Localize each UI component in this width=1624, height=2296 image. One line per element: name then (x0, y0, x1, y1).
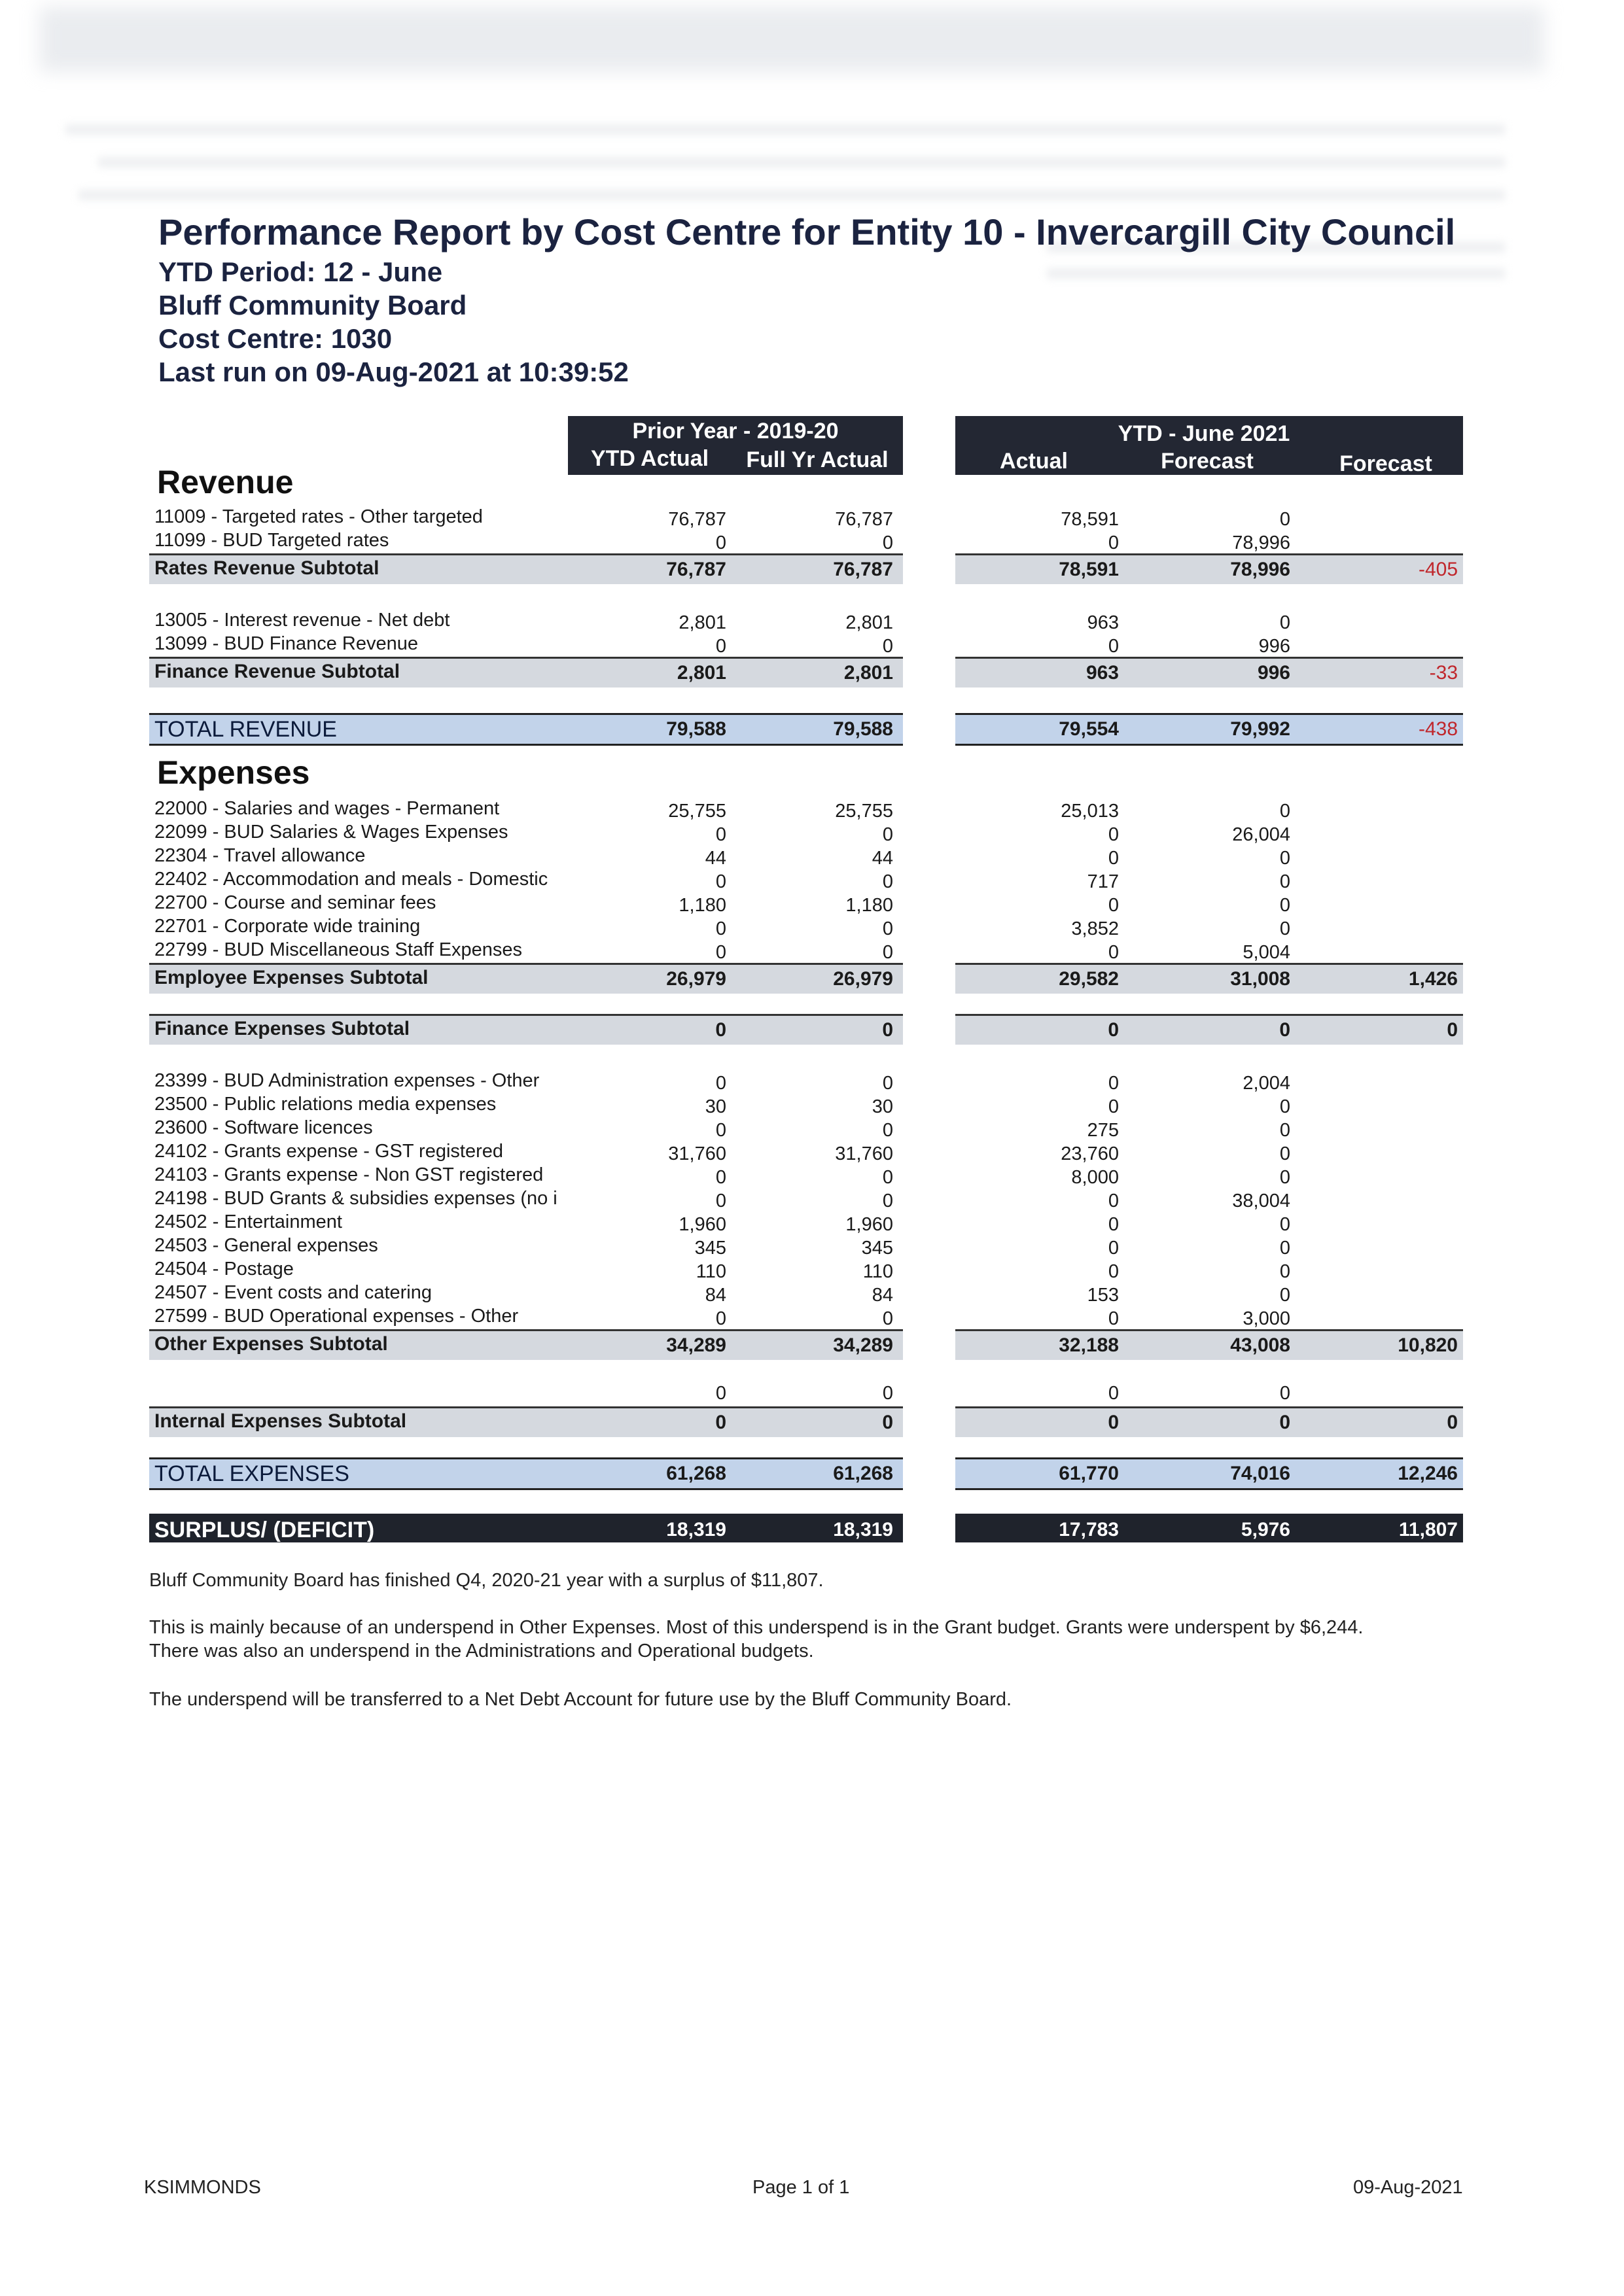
variance-value: 10,820 (1398, 1334, 1458, 1356)
full-value: 79,588 (833, 718, 893, 740)
ytd-value: 110 (696, 1261, 726, 1282)
table-row (0, 1282, 1624, 1306)
full-value: 1,960 (845, 1214, 893, 1235)
full-value: 76,787 (835, 509, 893, 530)
full-value: 44 (872, 848, 893, 869)
forecast-value: 0 (1279, 1383, 1290, 1404)
table-row (0, 916, 1624, 939)
actual-value: 0 (1108, 1096, 1119, 1117)
forecast-value: 0 (1279, 1120, 1290, 1141)
full-value: 31,760 (835, 1143, 893, 1164)
forecast-value: 5,004 (1243, 942, 1290, 963)
ytd-value: 34,289 (666, 1334, 726, 1356)
variance-value: 12,246 (1398, 1463, 1458, 1484)
subtotal-row (0, 1329, 1624, 1358)
variance-forecast-header: Forecast (1339, 451, 1432, 476)
ytd-value: 0 (715, 918, 726, 939)
variance-value: -33 (1429, 662, 1458, 684)
actual-value: 0 (1108, 848, 1119, 869)
scan-smudge-top (39, 7, 1544, 72)
ytd-value: 0 (715, 942, 726, 963)
full-value: 30 (872, 1096, 893, 1117)
actual-value: 0 (1108, 1308, 1119, 1329)
note-transfer: The underspend will be transferred to a Net Debt Account for future use by the Bluff Community Board. (149, 1689, 1012, 1710)
full-value: 0 (882, 871, 893, 892)
forecast-value: 0 (1279, 1096, 1290, 1117)
full-value: 345 (861, 1238, 893, 1259)
full-value: 0 (882, 918, 893, 939)
ytd-value: 2,801 (677, 662, 726, 684)
table-row (0, 633, 1624, 657)
variance-value: 1,426 (1408, 968, 1458, 990)
full-value: 2,801 (845, 612, 893, 633)
forecast-value: 0 (1279, 1214, 1290, 1235)
full-value: 0 (882, 1120, 893, 1141)
footer-user: KSIMMONDS (144, 2177, 261, 2198)
current-year-title: YTD - June 2021 (1118, 421, 1290, 446)
scan-faint-line (1047, 268, 1505, 279)
line-label: 23500 - Public relations media expenses (154, 1094, 497, 1115)
full-value: 0 (882, 1073, 893, 1094)
table-row (0, 1235, 1624, 1259)
line-label: 13005 - Interest revenue - Net debt (154, 610, 450, 631)
report-cost-centre: Cost Centre: 1030 (158, 323, 393, 354)
prior-year-title: Prior Year - 2019-20 (632, 419, 839, 444)
full-value: 61,268 (833, 1463, 893, 1484)
variance-value: 0 (1447, 1412, 1458, 1433)
table-row (0, 1188, 1624, 1211)
forecast-value: 0 (1279, 1143, 1290, 1164)
ytd-value: 0 (715, 824, 726, 845)
ytd-value: 76,787 (666, 559, 726, 580)
full-value: 0 (882, 1412, 893, 1433)
table-row (0, 822, 1624, 845)
full-value: 84 (872, 1285, 893, 1306)
table-row (0, 798, 1624, 822)
forecast-value: 0 (1279, 1019, 1290, 1041)
ytd-value: 0 (715, 1167, 726, 1188)
ytd-value: 79,588 (666, 718, 726, 740)
actual-value: 78,591 (1061, 509, 1119, 530)
actual-value: 25,013 (1061, 801, 1119, 822)
actual-value: 0 (1108, 942, 1119, 963)
forecast-value: 78,996 (1230, 559, 1290, 580)
actual-value: 61,770 (1059, 1463, 1119, 1484)
total-label: TOTAL REVENUE (154, 717, 337, 742)
note-underspend: This is mainly because of an underspend in Other Expenses. Most of this underspend is in the Grant budget. Grants were underspent by $6,244. (149, 1617, 1364, 1638)
ytd-value: 0 (715, 1412, 726, 1433)
table-row (0, 939, 1624, 963)
subtotal-label: Finance Expenses Subtotal (154, 1018, 410, 1039)
forecast-value: 0 (1279, 895, 1290, 916)
actual-value: 0 (1108, 1214, 1119, 1235)
table-row (0, 845, 1624, 869)
line-label: 27599 - BUD Operational expenses - Other (154, 1306, 519, 1327)
revenue-heading: Revenue (157, 464, 294, 500)
expenses-heading: Expenses (157, 754, 310, 791)
actual-value: 0 (1108, 1412, 1119, 1433)
actual-value: 963 (1086, 662, 1119, 684)
line-label: 22099 - BUD Salaries & Wages Expenses (154, 822, 508, 843)
ytd-value: 26,979 (666, 968, 726, 990)
table-row (0, 1259, 1624, 1282)
forecast-value: 0 (1279, 1167, 1290, 1188)
surplus-row (0, 1514, 1624, 1542)
ytd-value: 18,319 (666, 1519, 726, 1540)
note-surplus: Bluff Community Board has finished Q4, 2020-21 year with a surplus of $11,807. (149, 1570, 824, 1591)
full-value: 0 (882, 824, 893, 845)
actual-value: 717 (1087, 871, 1119, 892)
actual-value: 17,783 (1059, 1519, 1119, 1540)
actual-value: 3,852 (1071, 918, 1119, 939)
forecast-value: 0 (1279, 1412, 1290, 1433)
actual-value: 29,582 (1059, 968, 1119, 990)
line-label: 24507 - Event costs and catering (154, 1282, 432, 1303)
ytd-value: 61,268 (666, 1463, 726, 1484)
line-label: 22000 - Salaries and wages - Permanent (154, 798, 500, 819)
variance-value: 11,807 (1398, 1519, 1458, 1540)
full-value: 110 (862, 1261, 893, 1282)
prior-year-header (568, 416, 903, 475)
variance-value: -405 (1418, 559, 1458, 580)
subtotal-row (0, 657, 1624, 686)
subtotal-row (0, 1014, 1624, 1043)
full-value: 34,289 (833, 1334, 893, 1356)
variance-value: 0 (1447, 1019, 1458, 1041)
scan-faint-line (98, 157, 1505, 167)
actual-value: 153 (1087, 1285, 1119, 1306)
total-expenses-row (0, 1457, 1624, 1486)
ytd-value: 0 (715, 1383, 726, 1404)
actual-value: 78,591 (1059, 559, 1119, 580)
actual-value: 0 (1108, 895, 1119, 916)
ytd-value: 1,960 (679, 1214, 726, 1235)
report-title: Performance Report by Cost Centre for Entity 10 - Invercargill City Council (158, 211, 1456, 252)
forecast-value: 0 (1279, 848, 1290, 869)
note-admin-budgets: There was also an underspend in the Administrations and Operational budgets. (149, 1641, 814, 1661)
ytd-actual-header: YTD Actual (590, 446, 709, 471)
forecast-value: 31,008 (1230, 968, 1290, 990)
line-label: 23600 - Software licences (154, 1117, 373, 1138)
ytd-value: 0 (715, 636, 726, 657)
line-label: 24503 - General expenses (154, 1235, 378, 1256)
ytd-value: 31,760 (668, 1143, 726, 1164)
total-label: TOTAL EXPENSES (154, 1461, 349, 1486)
table-row (0, 1211, 1624, 1235)
actual-value: 79,554 (1059, 718, 1119, 740)
table-row (0, 610, 1624, 633)
actual-value: 0 (1108, 824, 1119, 845)
ytd-value: 0 (715, 1191, 726, 1211)
subtotal-label: Employee Expenses Subtotal (154, 967, 429, 988)
ytd-value: 0 (715, 1308, 726, 1329)
subtotal-row (0, 553, 1624, 582)
forecast-value: 79,992 (1230, 718, 1290, 740)
ytd-value: 0 (715, 871, 726, 892)
variance-value: -438 (1418, 718, 1458, 740)
scan-faint-line (65, 124, 1505, 135)
ytd-value: 76,787 (668, 509, 726, 530)
forecast-value: 0 (1279, 801, 1290, 822)
full-yr-actual-header: Full Yr Actual (746, 447, 889, 472)
forecast-value: 43,008 (1230, 1334, 1290, 1356)
actual-value: 0 (1108, 532, 1119, 553)
table-row (0, 1094, 1624, 1117)
full-value: 76,787 (833, 559, 893, 580)
actual-value: 0 (1108, 1383, 1119, 1404)
actual-value: 0 (1108, 1191, 1119, 1211)
forecast-value: 5,976 (1241, 1519, 1290, 1540)
subtotal-label: Internal Expenses Subtotal (154, 1410, 407, 1432)
footer-date: 09-Aug-2021 (1353, 2177, 1463, 2198)
full-value: 0 (882, 1167, 893, 1188)
actual-value: 275 (1087, 1120, 1119, 1141)
forecast-value: 0 (1279, 1285, 1290, 1306)
forecast-value: 74,016 (1230, 1463, 1290, 1484)
forecast-value: 996 (1257, 662, 1290, 684)
actual-header: Actual (1000, 449, 1068, 474)
ytd-value: 1,180 (679, 895, 726, 916)
full-value: 0 (882, 636, 893, 657)
actual-value: 0 (1108, 1019, 1119, 1041)
table-row (0, 530, 1624, 553)
actual-value: 0 (1108, 1238, 1119, 1259)
full-value: 0 (882, 1019, 893, 1041)
line-label: 22304 - Travel allowance (154, 845, 366, 866)
forecast-value: 0 (1279, 509, 1290, 530)
actual-value: 963 (1087, 612, 1119, 633)
ytd-value: 0 (715, 1073, 726, 1094)
table-row (0, 506, 1624, 530)
actual-value: 8,000 (1071, 1167, 1119, 1188)
forecast-header: Forecast (1161, 449, 1254, 474)
subtotal-label: Other Expenses Subtotal (154, 1333, 388, 1355)
subtotal-row (0, 1406, 1624, 1435)
full-value: 0 (882, 1308, 893, 1329)
line-label: 22701 - Corporate wide training (154, 916, 421, 937)
line-label: 24504 - Postage (154, 1259, 294, 1279)
table-row (0, 1164, 1624, 1188)
table-row (0, 1306, 1624, 1329)
ytd-value: 44 (705, 848, 726, 869)
line-label: 24103 - Grants expense - Non GST registered (154, 1164, 544, 1185)
ytd-value: 345 (694, 1238, 726, 1259)
line-label: 22700 - Course and seminar fees (154, 892, 436, 913)
full-value: 0 (882, 1383, 893, 1404)
full-value: 18,319 (833, 1519, 893, 1540)
actual-value: 0 (1108, 1073, 1119, 1094)
ytd-value: 84 (705, 1285, 726, 1306)
forecast-value: 0 (1279, 612, 1290, 633)
table-row (0, 869, 1624, 892)
surplus-label: SURPLUS/ (DEFICIT) (154, 1518, 375, 1542)
full-value: 0 (882, 1191, 893, 1211)
actual-value: 23,760 (1061, 1143, 1119, 1164)
total-revenue-row (0, 713, 1624, 742)
actual-value: 32,188 (1059, 1334, 1119, 1356)
subtotal-row (0, 963, 1624, 992)
table-row (0, 892, 1624, 916)
forecast-value: 996 (1258, 636, 1290, 657)
full-value: 2,801 (843, 662, 893, 684)
full-value: 25,755 (835, 801, 893, 822)
subtotal-label: Rates Revenue Subtotal (154, 557, 380, 579)
line-label: 24102 - Grants expense - GST registered (154, 1141, 504, 1162)
ytd-value: 2,801 (679, 612, 726, 633)
forecast-value: 3,000 (1243, 1308, 1290, 1329)
full-value: 0 (882, 532, 893, 553)
forecast-value: 0 (1279, 918, 1290, 939)
line-label: 11099 - BUD Targeted rates (154, 530, 389, 551)
forecast-value: 38,004 (1232, 1191, 1290, 1211)
subtotal-label: Finance Revenue Subtotal (154, 661, 400, 682)
report-board: Bluff Community Board (158, 290, 467, 321)
ytd-value: 30 (705, 1096, 726, 1117)
actual-value: 0 (1108, 1261, 1119, 1282)
line-label: 22799 - BUD Miscellaneous Staff Expenses (154, 939, 523, 960)
current-year-header (955, 416, 1463, 475)
table-row (0, 1141, 1624, 1164)
scan-faint-line (79, 190, 1505, 200)
line-label: 23399 - BUD Administration expenses - Other (154, 1070, 540, 1091)
line-label: 22402 - Accommodation and meals - Domestic (154, 869, 548, 890)
full-value: 0 (882, 942, 893, 963)
line-label: 13099 - BUD Finance Revenue (154, 633, 419, 654)
forecast-value: 0 (1279, 1238, 1290, 1259)
forecast-value: 0 (1279, 871, 1290, 892)
table-row (0, 1380, 1624, 1404)
ytd-value: 0 (715, 532, 726, 553)
line-label: 24502 - Entertainment (154, 1211, 342, 1232)
forecast-value: 0 (1279, 1261, 1290, 1282)
forecast-value: 2,004 (1243, 1073, 1290, 1094)
report-last-run: Last run on 09-Aug-2021 at 10:39:52 (158, 357, 629, 387)
line-label: 11009 - Targeted rates - Other targeted (154, 506, 483, 527)
report-period: YTD Period: 12 - June (158, 256, 443, 287)
table-row (0, 1070, 1624, 1094)
ytd-value: 0 (715, 1019, 726, 1041)
full-value: 26,979 (833, 968, 893, 990)
table-row (0, 1117, 1624, 1141)
full-value: 1,180 (845, 895, 893, 916)
ytd-value: 0 (715, 1120, 726, 1141)
ytd-value: 25,755 (668, 801, 726, 822)
forecast-value: 78,996 (1232, 532, 1290, 553)
forecast-value: 26,004 (1232, 824, 1290, 845)
actual-value: 0 (1108, 636, 1119, 657)
line-label: 24198 - BUD Grants & subsidies expenses (no i (154, 1188, 557, 1209)
footer-page-number: Page 1 of 1 (752, 2177, 850, 2198)
